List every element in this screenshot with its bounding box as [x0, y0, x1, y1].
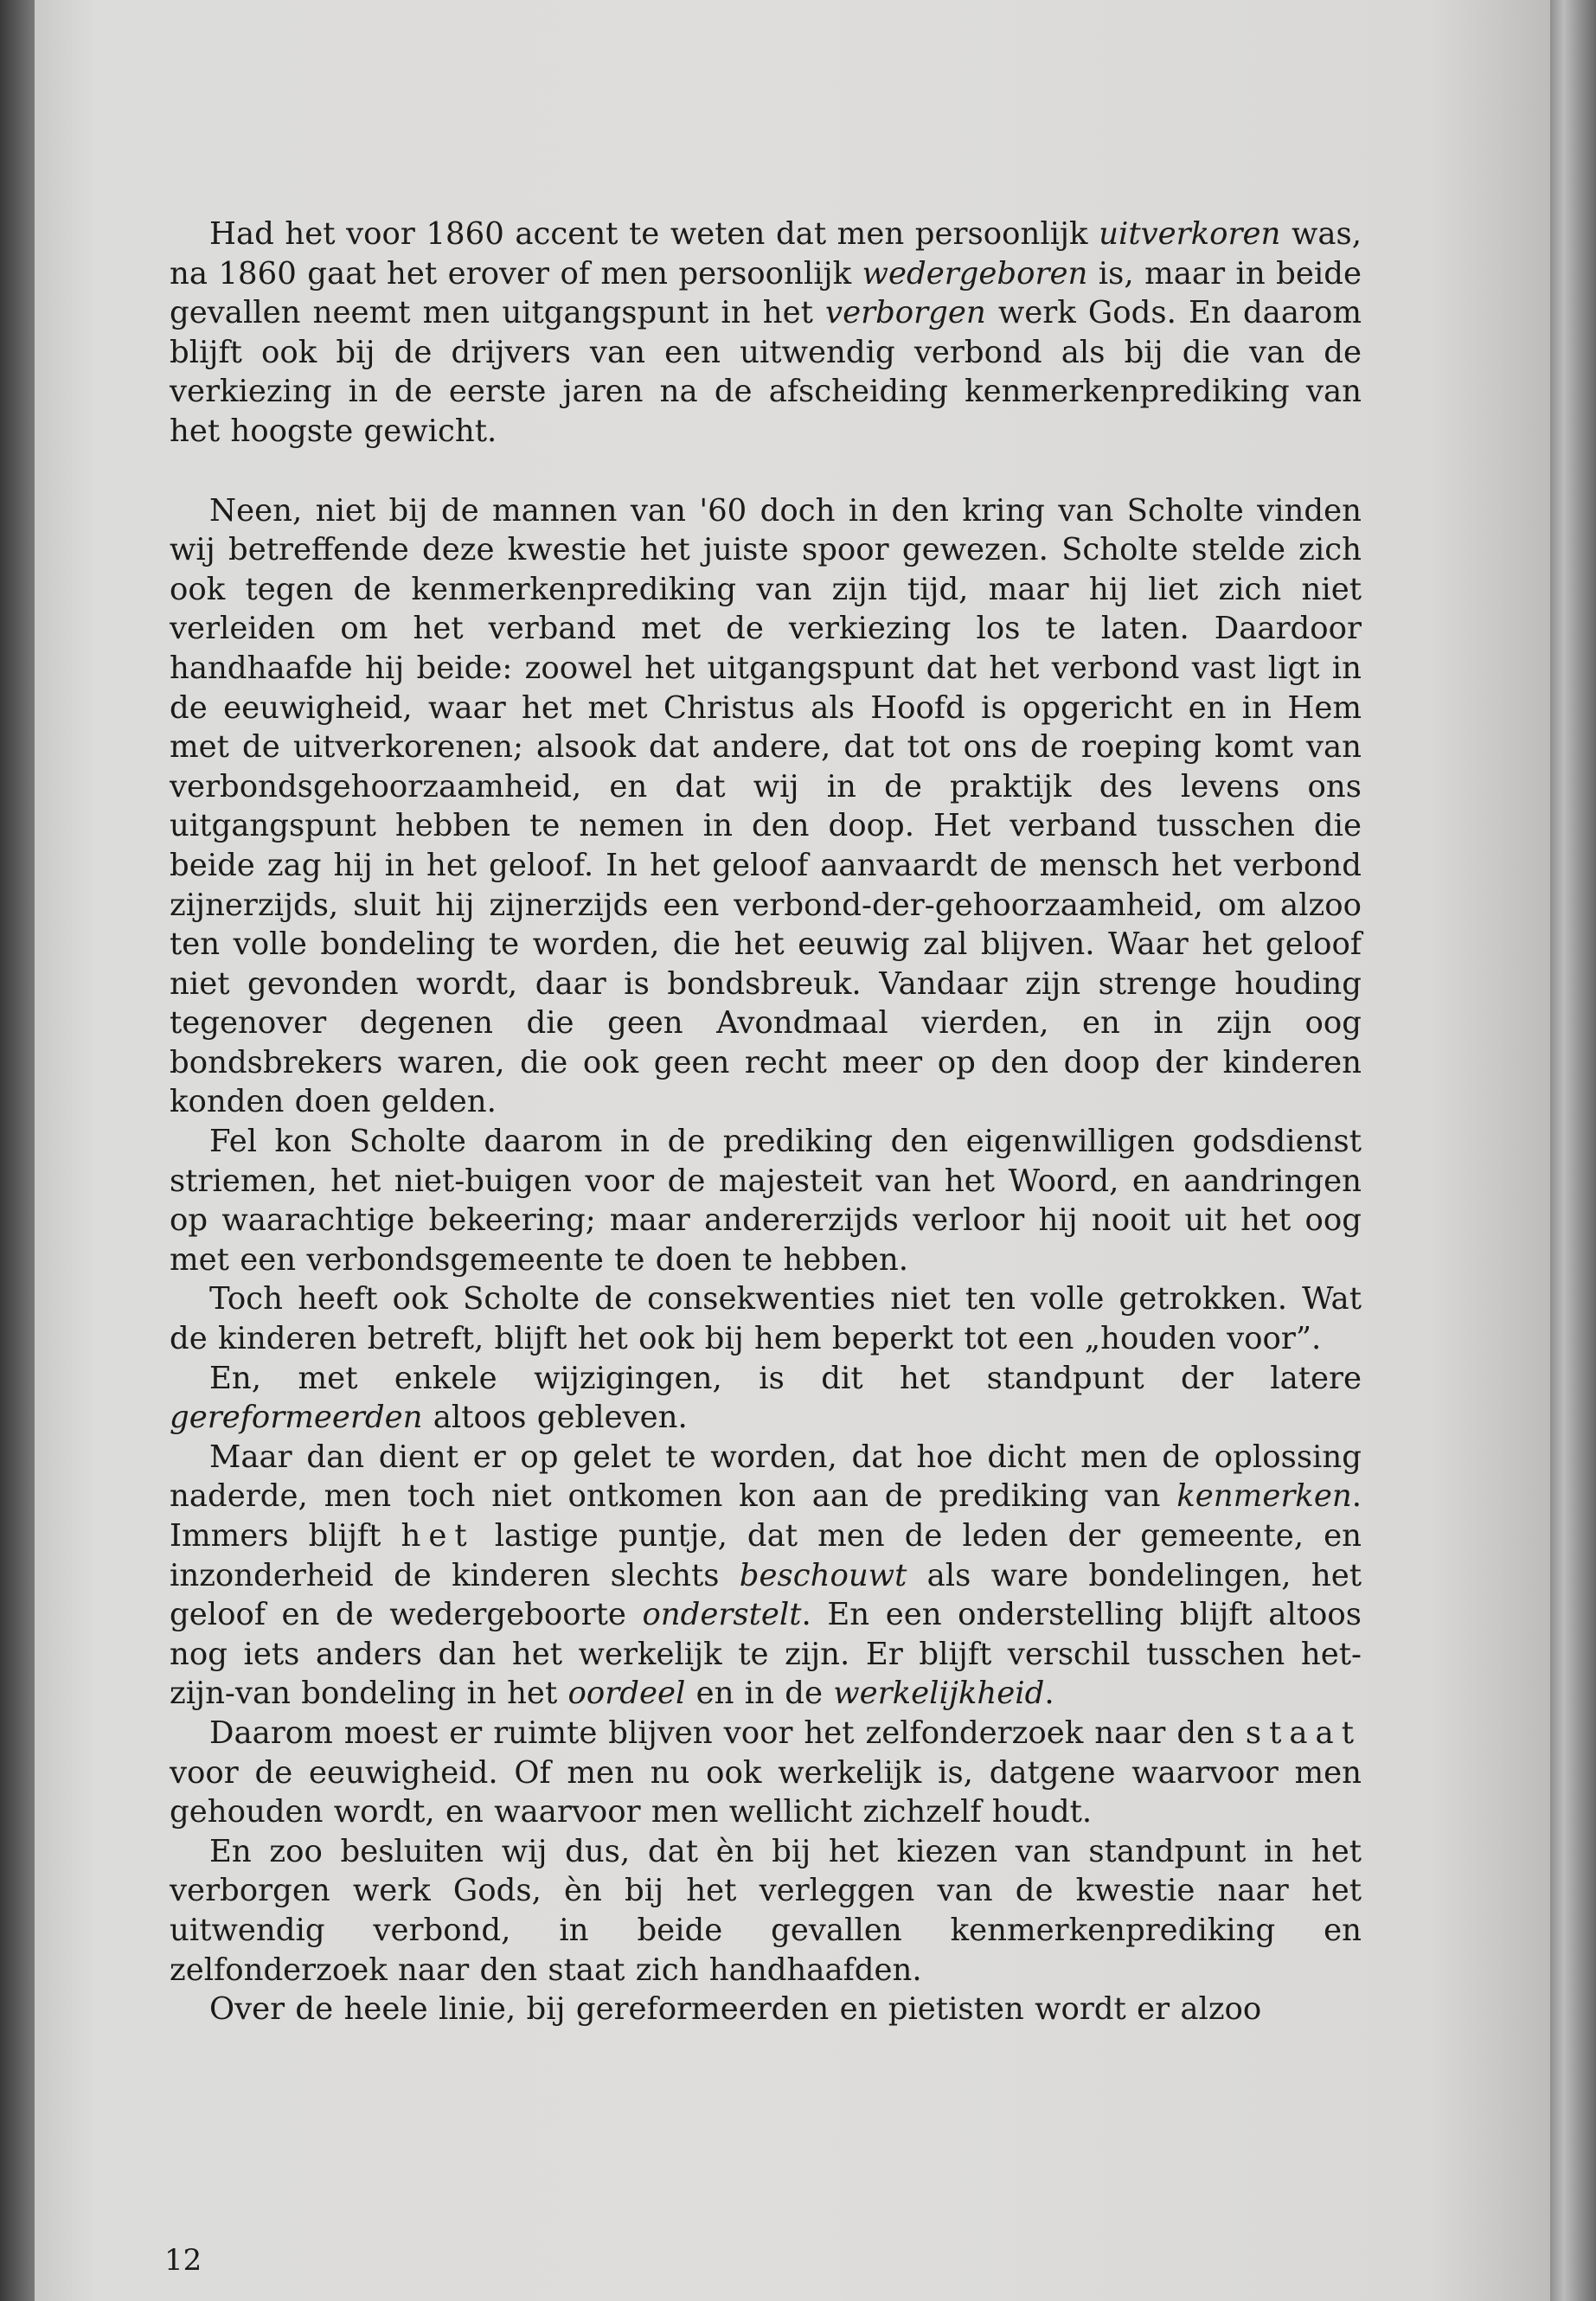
paragraph-5	[170, 1359, 1362, 1438]
text-run: . En een onderstelling blijft altoos nog iets anders dan het werkelijk te zijn. Er blijft verschil tusschen het-zijn-van bondeling in het	[170, 1597, 1362, 1712]
text-run: Maar dan dient er op gelet te worden, dat hoe dicht men de oplossing naderde, men toch niet ontkomen kon aan de prediking van	[170, 1439, 1362, 1515]
paragraph-3	[170, 1122, 1362, 1279]
book-gutter	[0, 0, 35, 2301]
paragraph-8	[170, 1832, 1362, 1990]
paragraph-2	[170, 491, 1362, 1123]
text-run: .	[1044, 1676, 1054, 1712]
text-run: altoos gebleven.	[422, 1400, 688, 1436]
spaced-emphasis: het	[401, 1518, 475, 1554]
text-run: . Immers blijft	[170, 1478, 1362, 1554]
italic-phrase: wedergeboren	[862, 255, 1088, 292]
paragraph-4	[170, 1279, 1362, 1358]
text-run: voor de eeuwigheid. Of men nu ook werkelijk is, datgene waarvoor men gehouden wordt, en waarvoor men wellicht zichzelf houdt.	[170, 1754, 1362, 1830]
text-run: en in de	[685, 1676, 834, 1712]
paragraph-9	[170, 1990, 1362, 2029]
italic-phrase: oordeel	[567, 1676, 686, 1712]
text-run: En zoo besluiten wij dus, dat èn bij het kiezen van standpunt in het verborgen werk Gods, èn bij het verleggen van de kwestie naar het uitwendig verbond, in beide gevallen kenmerkenprediking en zelfonderzoek naar den staat zich handhaafden.	[170, 1833, 1362, 1988]
text-run: werk Gods. En daarom blijft ook bij de drijvers van een uitwendig verbond als bij die van de verkiezing in de eerste jaren na de afscheiding kenmerkenprediking van het hoogste gewicht.	[170, 295, 1362, 449]
page-number: 12	[164, 2243, 202, 2278]
paragraph-7	[170, 1714, 1362, 1832]
italic-phrase: werkelijkheid	[833, 1676, 1045, 1712]
text-run: lastige puntje, dat men de leden der gemeente, en inzonderheid de kinderen slechts	[170, 1518, 1362, 1593]
text-run: Neen, niet bij de mannen van '60 doch in den kring van Scholte vinden wij betreffende deze kwestie het juiste spoor gewezen. Scholte stelde zich ook tegen de kenmerkenprediking van zijn tijd, maar hij liet zich niet verleiden om het verband met de verkiezing los te laten. Daardoor handhaafde hij beide: zoowel het uitgangspunt dat het verbond vast ligt in de eeuwigheid, waar het met Christus als Hoofd is opgericht en in Hem met de uitverkorenen; alsook dat andere, dat tot ons de roeping komt van verbondsgehoorzaamheid, en dat wij in de praktijk des levens ons uitgangspunt hebben te nemen in den doop. Het verband tusschen die beide zag hij in het geloof. In het geloof aanvaardt de mensch het verbond zijnerzijds, sluit hij zijnerzijds een verbond-der-gehoorzaamheid, om alzoo ten volle bondeling te worden, die het eeuwig zal blijven. Waar het geloof niet gevonden wordt, daar is bondsbreuk. Vandaar zijn strenge houding tegenover degenen die geen Avondmaal vierden, en in zijn oog bondsbrekers waren, die ook geen recht meer op den doop der kinderen konden doen gelden.	[170, 492, 1362, 1120]
text-run: Toch heeft ook Scholte de consekwenties niet ten volle getrokken. Wat de kinderen betreft, blijft het ook bij hem beperkt tot een „houden voor”.	[170, 1281, 1362, 1357]
paragraph-1	[170, 215, 1362, 452]
text-run: Fel kon Scholte daarom in de prediking den eigenwilligen godsdienst striemen, het niet-buigen voor de majesteit van het Woord, en aandringen op waarachtige bekeering; maar andererzijds verloor hij nooit uit het oog met een verbondsgemeente te doen te hebben.	[170, 1124, 1362, 1278]
text-run: als ware bondelingen, het geloof en de wedergeboorte	[170, 1557, 1362, 1633]
italic-phrase: beschouwt	[739, 1557, 907, 1593]
text-run: Over de heele linie, bij gereformeerden en pietisten wordt er alzoo	[209, 1991, 1262, 2028]
page-edge	[1550, 0, 1596, 2301]
italic-phrase: verborgen	[825, 295, 986, 331]
paragraph-6	[170, 1438, 1362, 1714]
italic-phrase: onderstelt	[642, 1597, 802, 1633]
text-run: is, maar in beide gevallen neemt men uitgangspunt in het	[170, 255, 1362, 331]
italic-phrase: uitverkoren	[1099, 216, 1281, 252]
text-run: Daarom moest er ruimte blijven voor het zelfonderzoek naar den	[209, 1715, 1246, 1751]
paragraph-gap	[170, 452, 1362, 491]
italic-phrase: gereformeerden	[170, 1400, 423, 1436]
text-run: Had het voor 1860 accent te weten dat men persoonlijk	[209, 216, 1099, 252]
text-run: was, na 1860 gaat het erover of men persoonlijk	[170, 216, 1362, 292]
body-text	[170, 215, 1362, 2029]
text-run: En, met enkele wijzigingen, is dit het standpunt der latere	[209, 1360, 1362, 1396]
spaced-emphasis: staat	[1245, 1715, 1362, 1751]
italic-phrase: kenmerken	[1176, 1478, 1352, 1515]
